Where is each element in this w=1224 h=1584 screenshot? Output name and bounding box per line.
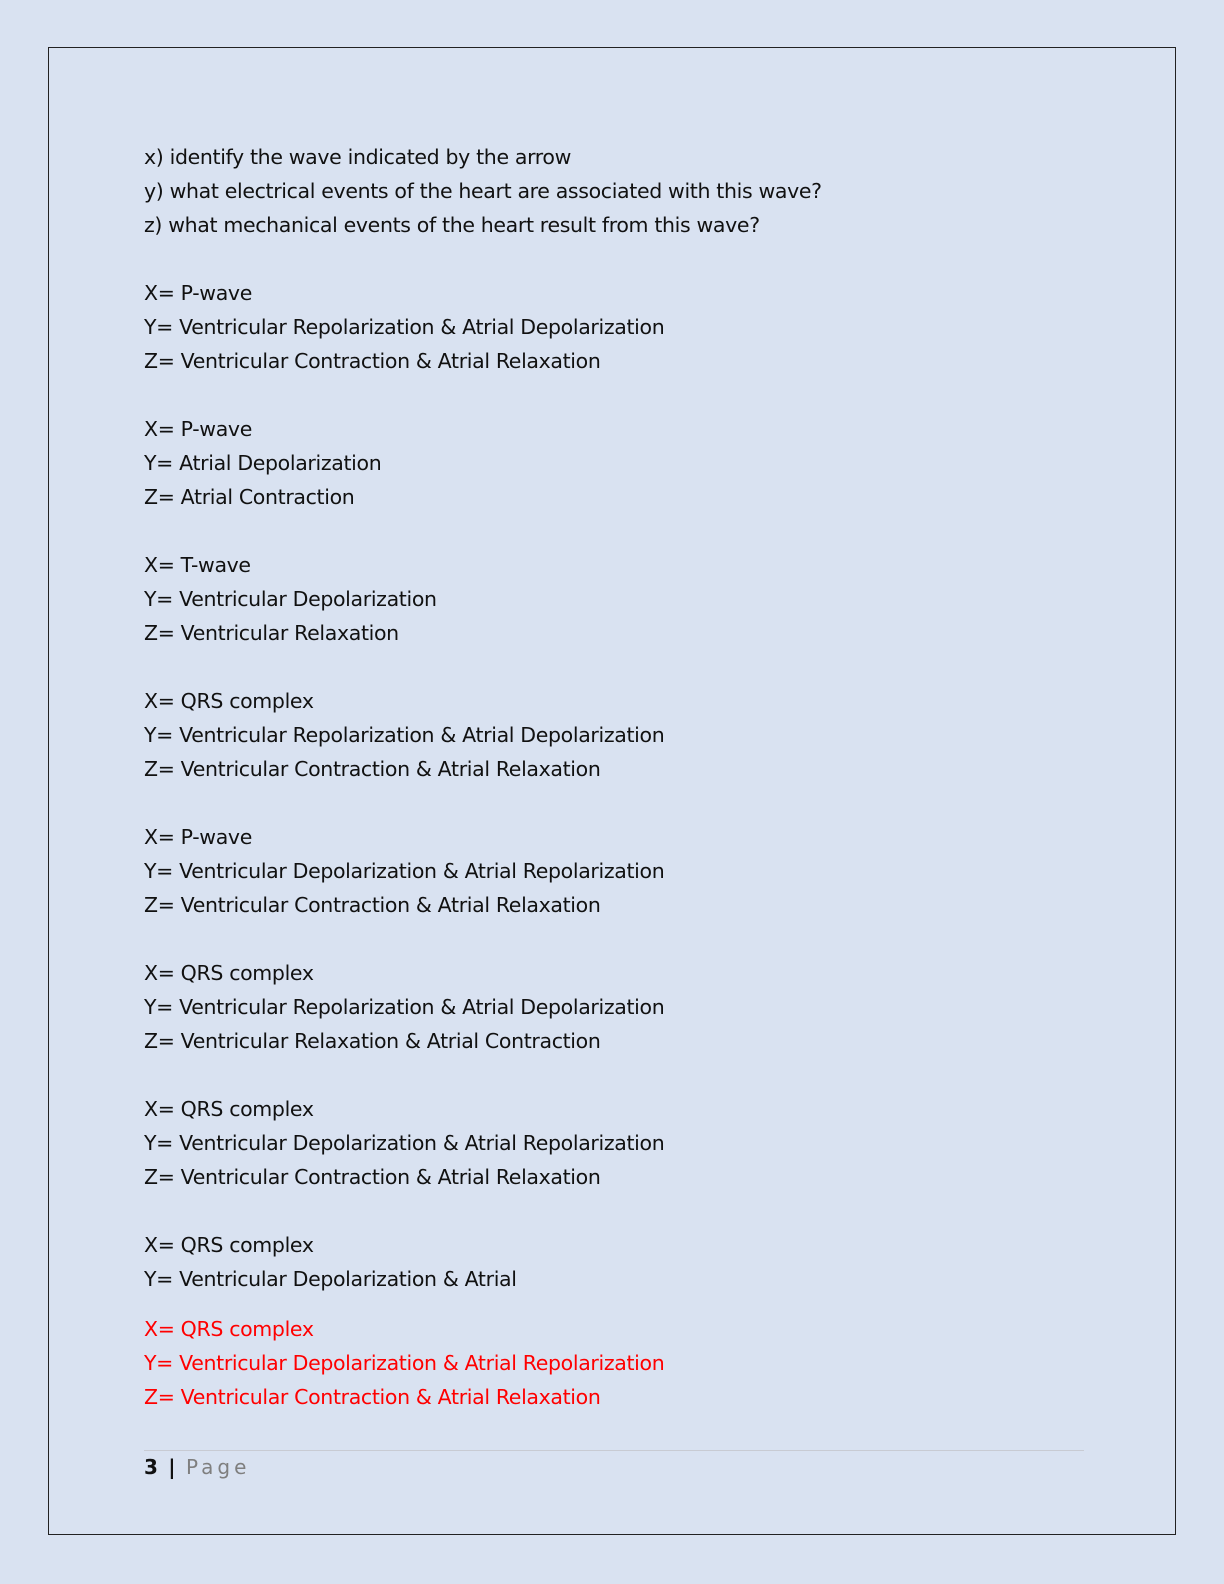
option-7-y: Y= Ventricular Depolarization & Atrial Repolarization (144, 1131, 665, 1155)
page-label: Page (185, 1455, 251, 1479)
partial-option-x: X= QRS complex (144, 1233, 314, 1257)
option-block-2 (144, 412, 1084, 514)
answer-block (144, 1312, 1084, 1414)
question-z: z) what mechanical events of the heart result from this wave? (144, 213, 760, 237)
option-4-y: Y= Ventricular Repolarization & Atrial Depolarization (144, 723, 665, 747)
option-6-x: X= QRS complex (144, 961, 314, 985)
option-3-z: Z= Ventricular Relaxation (144, 621, 399, 645)
option-5-y: Y= Ventricular Depolarization & Atrial Repolarization (144, 859, 665, 883)
option-1-x: X= P-wave (144, 281, 252, 305)
question-y: y) what electrical events of the heart are associated with this wave? (144, 179, 822, 203)
option-2-y: Y= Atrial Depolarization (144, 451, 382, 475)
option-1-y: Y= Ventricular Repolarization & Atrial Depolarization (144, 315, 665, 339)
option-block-4 (144, 684, 1084, 786)
footer-separator: | (168, 1455, 176, 1479)
question-block (144, 140, 1084, 242)
option-7-x: X= QRS complex (144, 1097, 314, 1121)
option-6-z: Z= Ventricular Relaxation & Atrial Contraction (144, 1029, 601, 1053)
option-3-x: X= T-wave (144, 553, 251, 577)
option-block-partial (144, 1228, 1084, 1296)
option-5-x: X= P-wave (144, 825, 252, 849)
document-body (144, 140, 1084, 1414)
option-5-z: Z= Ventricular Contraction & Atrial Relaxation (144, 893, 601, 917)
option-4-z: Z= Ventricular Contraction & Atrial Relaxation (144, 757, 601, 781)
option-1-z: Z= Ventricular Contraction & Atrial Relaxation (144, 349, 601, 373)
page-footer (144, 1452, 250, 1482)
page-number: 3 (144, 1455, 158, 1479)
option-2-x: X= P-wave (144, 417, 252, 441)
partial-option-y: Y= Ventricular Depolarization & Atrial (144, 1267, 517, 1291)
answer-y: Y= Ventricular Depolarization & Atrial Repolarization (144, 1351, 665, 1375)
question-x: x) identify the wave indicated by the arrow (144, 145, 572, 169)
option-2-z: Z= Atrial Contraction (144, 485, 355, 509)
option-3-y: Y= Ventricular Depolarization (144, 587, 437, 611)
option-block-5 (144, 820, 1084, 922)
option-7-z: Z= Ventricular Contraction & Atrial Relaxation (144, 1165, 601, 1189)
option-6-y: Y= Ventricular Repolarization & Atrial Depolarization (144, 995, 665, 1019)
option-block-1 (144, 276, 1084, 378)
answer-z: Z= Ventricular Contraction & Atrial Relaxation (144, 1385, 601, 1409)
option-4-x: X= QRS complex (144, 689, 314, 713)
option-block-6 (144, 956, 1084, 1058)
footer-divider (144, 1450, 1084, 1451)
option-block-7 (144, 1092, 1084, 1194)
answer-x: X= QRS complex (144, 1317, 314, 1341)
option-block-3 (144, 548, 1084, 650)
